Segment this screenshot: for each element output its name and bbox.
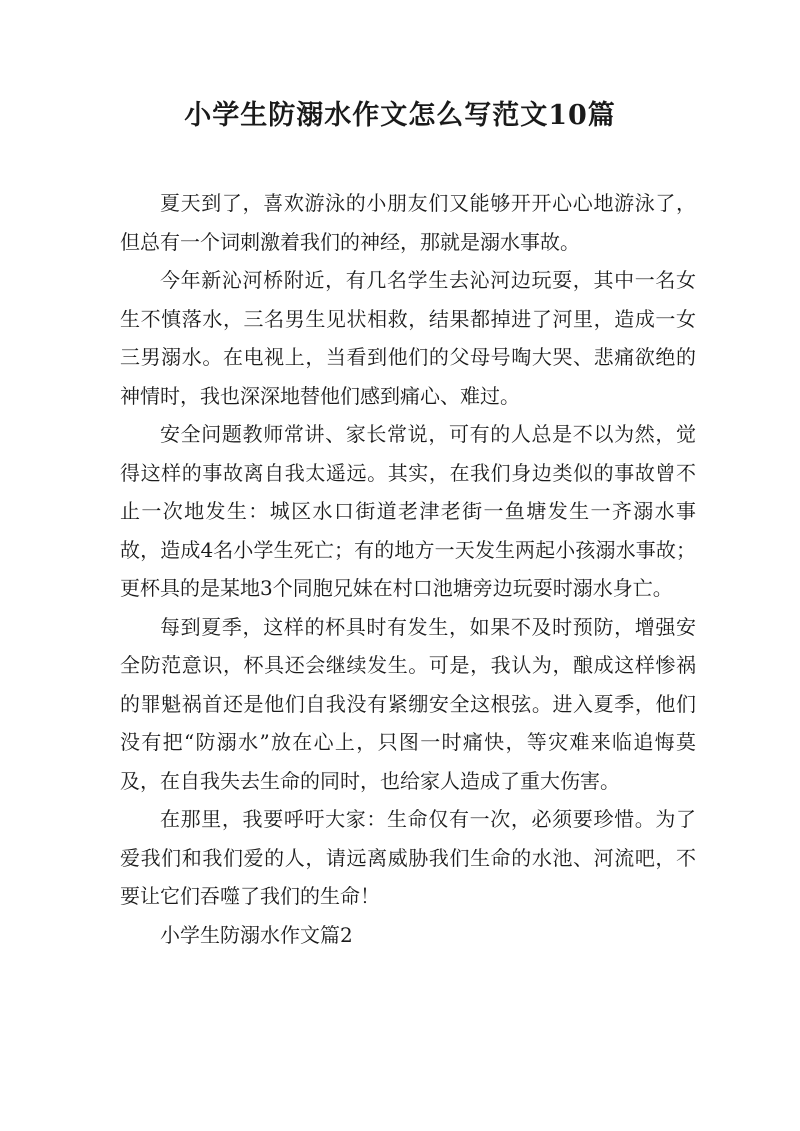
document-title: 小学生防溺水作文怎么写范文10篇 bbox=[184, 100, 616, 131]
paragraph-5: 在那里，我要呼吁大家：生命仅有一次，必须要珍惜。为了爱我们和我们爱的人，请远离威胁我们生命的水池、河流吧，不要让它们吞噬了我们的生命！ bbox=[120, 807, 696, 908]
paragraph-1: 夏天到了，喜欢游泳的小朋友们又能够开开心心地游泳了，但总有一个词刺激着我们的神经，那就是溺水事故。 bbox=[120, 191, 696, 254]
paragraph-2: 今年新沁河桥附近，有几名学生去沁河边玩耍，其中一名女生不慎落水，三名男生见状相救，结果都掉进了河里，造成一女三男溺水。在电视上，当看到他们的父母号啕大哭、悲痛欲绝的神情时，我也深深地替他们感到痛心、难过。 bbox=[120, 268, 696, 408]
document-body bbox=[120, 184, 696, 954]
section-subheading: 小学生防溺水作文篇2 bbox=[160, 922, 353, 947]
paragraph-3: 安全问题教师常讲、家长常说，可有的人总是不以为然，觉得这样的事故离自我太遥远。其实，在我们身边类似的事故曾不止一次地发生：城区水口街道老津老街一鱼塘发生一齐溺水事故，造成4名小学生死亡；有的地方一天发生两起小孩溺水事故；更杯具的是某地3个同胞兄妹在村口池塘旁边玩耍时溺水身亡。 bbox=[120, 422, 696, 600]
paragraph-4: 每到夏季，这样的杯具时有发生，如果不及时预防，增强安全防范意识，杯具还会继续发生。可是，我认为，酿成这样惨祸的罪魁祸首还是他们自我没有紧绷安全这根弦。进入夏季，他们没有把“防溺水”放在心上，只图一时痛快，等灾难来临追悔莫及，在自我失去生命的同时，也给家人造成了重大伤害。 bbox=[120, 614, 696, 793]
